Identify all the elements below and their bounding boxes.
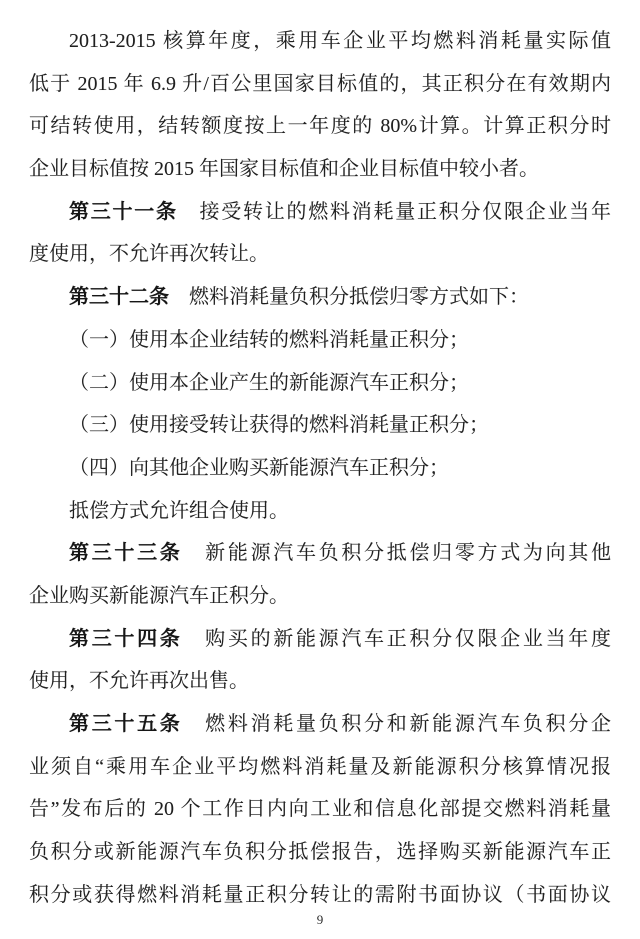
text-line xyxy=(29,233,611,276)
line-text: 抵偿方式允许组合使用。 xyxy=(69,499,289,522)
article-number-34: 第三十四条 xyxy=(69,627,183,650)
text-line list-item xyxy=(29,404,611,447)
line-text: 使用，不允许再次出售。 xyxy=(29,670,249,693)
text-line xyxy=(29,191,611,234)
line-text: 企业购买新能源汽车正积分。 xyxy=(29,584,289,607)
article-number-31: 第三十一条 xyxy=(69,200,178,223)
text-line xyxy=(29,575,611,618)
text-line xyxy=(29,660,611,703)
line-text: 可结转使用，结转额度按上一年度的 80%计算。计算正积分时 xyxy=(29,115,611,138)
text-line xyxy=(29,63,611,106)
line-text: 购买的新能源汽车正积分仅限企业当年度 xyxy=(182,627,611,650)
line-text: 负积分或新能源汽车负积分抵偿报告，选择购买新能源汽车正 xyxy=(29,841,611,864)
article-number-35: 第三十五条 xyxy=(69,713,183,735)
line-text: （四）向其他企业购买新能源汽车正积分； xyxy=(69,456,449,479)
text-line xyxy=(29,20,611,63)
text-line xyxy=(29,831,611,874)
line-text: 燃料消耗量负积分抵偿归零方式如下： xyxy=(169,286,529,309)
text-line xyxy=(29,105,611,148)
line-text: 告”发布后的 20 个工作日内向工业和信息化部提交燃料消耗量 xyxy=(29,798,611,821)
text-line xyxy=(29,618,611,661)
line-text: （三）使用接受转让获得的燃料消耗量正积分； xyxy=(69,414,489,437)
page-number: 9 xyxy=(316,912,324,927)
line-text: 企业目标值按 2015 年国家目标值和企业目标值中较小者。 xyxy=(29,158,539,181)
line-text: 积分或获得燃料消耗量正积分转让的需附书面协议（书面协议 xyxy=(29,883,611,906)
text-line xyxy=(29,148,611,191)
line-text: 接受转让的燃料消耗量正积分仅限企业当年 xyxy=(177,200,611,223)
article-number-32: 第三十二条 xyxy=(69,286,169,309)
text-line xyxy=(29,703,611,746)
text-line xyxy=(29,532,611,575)
line-text: （一）使用本企业结转的燃料消耗量正积分； xyxy=(69,328,469,351)
article-number-33: 第三十三条 xyxy=(69,542,183,565)
text-line xyxy=(29,490,611,533)
text-line xyxy=(29,788,611,831)
line-text: 新能源汽车负积分抵偿归零方式为向其他 xyxy=(182,542,611,565)
line-text: （二）使用本企业产生的新能源汽车正积分； xyxy=(69,371,469,394)
text-line list-item xyxy=(29,319,611,362)
text-line list-item xyxy=(29,362,611,405)
text-line xyxy=(29,276,611,319)
line-text: 低于 2015 年 6.9 升/百公里国家目标值的，其正积分在有效期内 xyxy=(29,72,611,95)
text-line list-item xyxy=(29,447,611,490)
line-text: 2013-2015 核算年度，乘用车企业平均燃料消耗量实际值 xyxy=(69,30,611,52)
line-text: 度使用，不允许再次转让。 xyxy=(29,243,269,266)
line-text: 燃料消耗量负积分和新能源汽车负积分企 xyxy=(182,713,611,735)
text-line xyxy=(29,746,611,789)
line-text: 业须自“乘用车企业平均燃料消耗量及新能源积分核算情况报 xyxy=(29,755,611,778)
